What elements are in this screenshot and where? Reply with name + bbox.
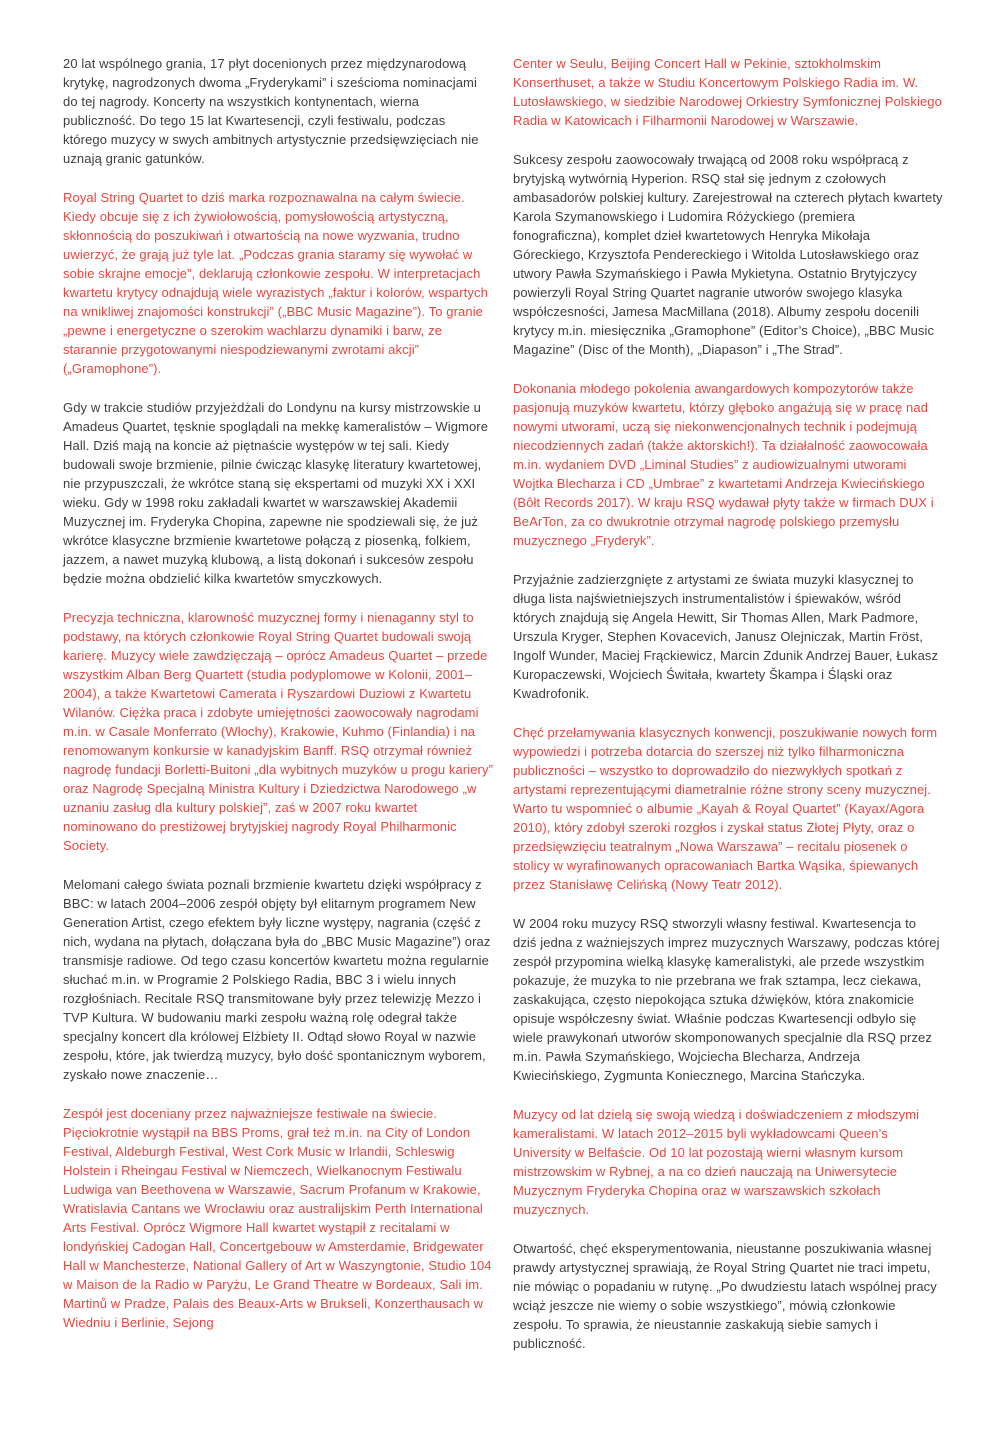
right-paragraph-8: Otwartość, chęć eksperymentowania, nieustanne poszukiwania własnej prawdy artystycznej sprawiają, że Royal String Quartet nie traci impetu, nie mówiąc o popadaniu w rutynę. „Po dwudziestu latach wspólnej pracy wciąż jeszcze nie wiemy o sobie wszystkiego”, mówią członkowie zespołu. To sprawia, że nieustannie zaskakują siebie samych i publiczność.	[513, 1241, 937, 1351]
right-paragraph-6: W 2004 roku muzycy RSQ stworzyli własny festiwal. Kwartesencja to dziś jedna z ważniejszych imprez muzycznych Warszawy, podczas której zespół przypomina wielką klasykę kameralistyki, ale przede wszystkim pokazuje, że muzyka to nie przebrana we frak sztampa, lecz ciekawa, zaskakująca, często niepokojąca sztuka dźwięków, która znakomicie opisuje współczesny świat. Właśnie podczas Kwartesencji odbyło się wiele prawykonań utworów skomponowanych specjalnie dla RSQ przez m.in. Pawła Szymańskiego, Wojciecha Blecharza, Andrzeja Kwiecińskiego, Zygmunta Koniecznego, Marcina Stańczyka.	[513, 916, 940, 1083]
column-left	[63, 54, 493, 1373]
right-paragraph-3: Dokonania młodego pokolenia awangardowych kompozytorów także pasjonują muzyków kwartetu, którzy głęboko angażują się w pracę nad nowymi utworami, uczą się niekonwencjonalnych technik i podejmują niecodziennych zadań (także aktorskich!). Ta działalność zaowocowała m.in. wydaniem DVD „Liminal Studies” z audiowizualnymi utworami Wojtka Blecharza i CD „Umbrae” z kwartetami Andrzeja Kwiecińskiego (Bôłt Records 2017). W kraju RSQ wydawał płyty także w firmach DUX i BeArTon, za co dwukrotnie otrzymał nagrodę polskiego przemysłu muzycznego „Fryderyk”.	[513, 381, 934, 548]
right-paragraph-2: Sukcesy zespołu zaowocowały trwającą od 2008 roku współpracą z brytyjską wytwórnią Hyperion. RSQ stał się jednym z czołowych ambasadorów polskiej kultury. Zarejestrował na czterech płytach kwartety Karola Szymanowskiego i Ludomira Różyckiego (premiera fonograficzna), komplet dzieł kwartetowych Henryka Mikołaja Góreckiego, Krzysztofa Pendereckiego i Witolda Lutosławskiego oraz utwory Pawła Szymańskiego i Pawła Mykietyna. Ostatnio Brytyjczycy powierzyli Royal String Quartet nagranie utworów swojego klasyka współczesności, Jamesa MacMillana (2018). Albumy zespołu docenili krytycy m.in. miesięcznika „Gramophone” (Editor’s Choice), „BBC Music Magazine” (Disc of the Month), „Diapason” i „The Strad”.	[513, 152, 943, 357]
right-paragraph-4: Przyjaźnie zadzierzgnięte z artystami ze świata muzyki klasycznej to długa lista najświetniejszych instrumentalistów i śpiewaków, wśród których znajdują się Angela Hewitt, Sir Thomas Allen, Mark Padmore, Urszula Kryger, Stephen Kovacevich, Janusz Olejniczak, Martin Fröst, Ingolf Wunder, Maciej Frąckiewicz, Marcin Zdunik Andrzej Bauer, Łukasz Kuropaczewski, Wojciech Świtała, kwartety Škampa i Śląski oraz Kwadrofonik.	[513, 572, 939, 701]
right-paragraph-1: Center w Seulu, Beijing Concert Hall w Pekinie, sztokholmskim Konserthuset, a także w Studiu Koncertowym Polskiego Radia im. W. Lutosławskiego, w siedzibie Narodowej Orkiestry Symfonicznej Polskiego Radia w Katowicach i Filharmonii Narodowej w Warszawie.	[513, 56, 942, 128]
left-paragraph-1: 20 lat wspólnego grania, 17 płyt docenionych przez międzynarodową krytykę, nagrodzonych dwoma „Fryderykami” i sześcioma nominacjami do tej nagrody. Koncerty na wszystkich kontynentach, wierna publiczność. Do tego 15 lat Kwartesencji, czyli festiwalu, podczas którego muzycy w swych ambitnych artystycznie przedsięwzięciach nie uznają granic gatunków.	[63, 56, 479, 166]
left-paragraph-4: Precyzja techniczna, klarowność muzycznej formy i nienaganny styl to podstawy, na których członkowie Royal String Quartet budowali swoją karierę. Muzycy wiele zawdzięczają – oprócz Amadeus Quartet – przede wszystkim Alban Berg Quartett (studia podyplomowe w Kolonii, 2001–2004), a także Kwartetowi Camerata i Ryszardowi Duziowi z Kwartetu Wilanów. Ciężka praca i zdobyte umiejętności zaowocowały nagrodami m.in. w Casale Monferrato (Włochy), Krakowie, Kuhmo (Finlandia) i na renomowanym konkursie w kanadyjskim Banff. RSQ otrzymał również nagrodę fundacji Borletti-Buitoni „dla wybitnych muzyków u progu kariery” oraz Nagrodę Specjalną Ministra Kultury i Dziedzictwa Narodowego „w uznaniu zasług dla kultury polskiej”, zaś w 2007 roku kwartet nominowano do prestiżowej brytyjskiej nagrody Royal Philharmonic Society.	[63, 610, 493, 853]
left-paragraph-3: Gdy w trakcie studiów przyjeżdżali do Londynu na kursy mistrzowskie u Amadeus Quartet, tęsknie spoglądali na mekkę kameralistów – Wigmore Hall. Dziś mają na koncie aż piętnaście występów w tej sali. Kiedy budowali swoje brzmienie, pilnie ćwicząc klasykę literatury kwartetowej, nie przypuszczali, że wkrótce staną się ekspertami od muzyki XX i XXI wieku. Gdy w 1998 roku zakładali kwartet w warszawskiej Akademii Muzycznej im. Fryderyka Chopina, zapewne nie spodziewali się, że już wkrótce klasyczne brzmienie kwartetowe połączą z piosenką, folkiem, jazzem, a nawet muzyką klubową, a listą dokonań i sukcesów zespołu będzie można obdzielić kilka kwartetów smyczkowych.	[63, 400, 489, 586]
left-paragraph-2: Royal String Quartet to dziś marka rozpoznawalna na całym świecie. Kiedy obcuje się z ich żywiołowością, pomysłowością artystyczną, skłonnością do poszukiwań i otwartością na nowe wyzwania, trudno uwierzyć, że grają już tyle lat. „Podczas grania staramy się wywołać w sobie skrajne emocje”, deklarują członkowie zespołu. W interpretacjach kwartetu krytycy odnajdują wiele wyrazistych „faktur i kolorów, wspartych na wnikliwej znajomości konstrukcji” („BBC Music Magazine”). To granie „pewne i energetyczne o szerokim wachlarzu dynamiki i barw, ze starannie przygotowanymi niespodziewanymi zwrotami akcji” („Gramophone”).	[63, 190, 488, 376]
right-paragraph-7: Muzycy od lat dzielą się swoją wiedzą i doświadczeniem z młodszymi kameralistami. W latach 2012–2015 byli wykładowcami Queen’s University w Belfaście. Od 10 lat pozostają wierni własnym kursom mistrzowskim w Rybnej, a na co dzień nauczają na Uniwersytecie Muzycznym Fryderyka Chopina oraz w warszawskich szkołach muzycznych.	[513, 1107, 920, 1217]
left-paragraph-5: Melomani całego świata poznali brzmienie kwartetu dzięki współpracy z BBC: w latach 2004–2006 zespół objęty był elitarnym programem New Generation Artist, czego efektem były liczne występy, nagrania (część z nich, wydana na płytach, dołączana była do „BBC Music Magazine”) oraz transmisje radiowe. Od tego czasu koncertów kwartetu można regularnie słuchać m.in. w Programie 2 Polskiego Radia, BBC 3 i wielu innych rozgłośniach. Recitale RSQ transmitowane były przez telewizję Mezzo i TVP Kultura. W budowaniu marki zespołu ważną rolę odegrał także specjalny koncert dla królowej Elżbiety II. Odtąd słowo Royal w nazwie zespołu, które, jak twierdzą muzycy, było dość spontanicznym wyborem, zyskało nowe znaczenie…	[63, 877, 491, 1082]
right-paragraph-5: Chęć przełamywania klasycznych konwencji, poszukiwanie nowych form wypowiedzi i potrzeba dotarcia do szerszej niż tylko filharmoniczna publiczności – wszystko to doprowadziło do niezwykłych spotkań z artystami reprezentującymi diametralnie różne strony sceny muzycznej. Warto tu wspomnieć o albumie „Kayah & Royal Quartet” (Kayax/Agora 2010), który zdobył szeroki rozgłos i zyskał status Złotej Płyty, oraz o przedsięwzięciu teatralnym „Nowa Warszawa” – recitalu piosenek o stolicy w wyrafinowanych opracowaniach Bartka Wąsika, śpiewanych przez Stanisławę Celińską (Nowy Teatr 2012).	[513, 725, 938, 892]
left-paragraph-6: Zespół jest doceniany przez najważniejsze festiwale na świecie. Pięciokrotnie wystąpił na BBS Proms, grał też m.in. na City of London Festival, Aldeburgh Festival, West Cork Music w Irlandii, Schleswig Holstein i Rheingau Festival w Niemczech, Wielkanocnym Festiwalu Ludwiga van Beethovena w Warszawie, Sacrum Profanum w Krakowie, Wratislavia Cantans we Wrocławiu oraz australijskim Perth International Arts Festival. Oprócz Wigmore Hall kwartet wystąpił z recitalami w londyńskiej Cadogan Hall, Concertgebouw w Amsterdamie, Bridgewater Hall w Manchesterze, National Gallery of Art w Waszyngtonie, Studio 104 w Maison de la Radio w Paryżu, Le Grand Theatre w Bordeaux, Sali im. Martinů w Pradze, Palais des Beaux-Arts w Brukseli, Konzerthausach w Wiedniu i Berlinie, Sejong	[63, 1106, 492, 1330]
two-column-layout	[63, 54, 943, 1373]
column-right	[513, 54, 943, 1373]
